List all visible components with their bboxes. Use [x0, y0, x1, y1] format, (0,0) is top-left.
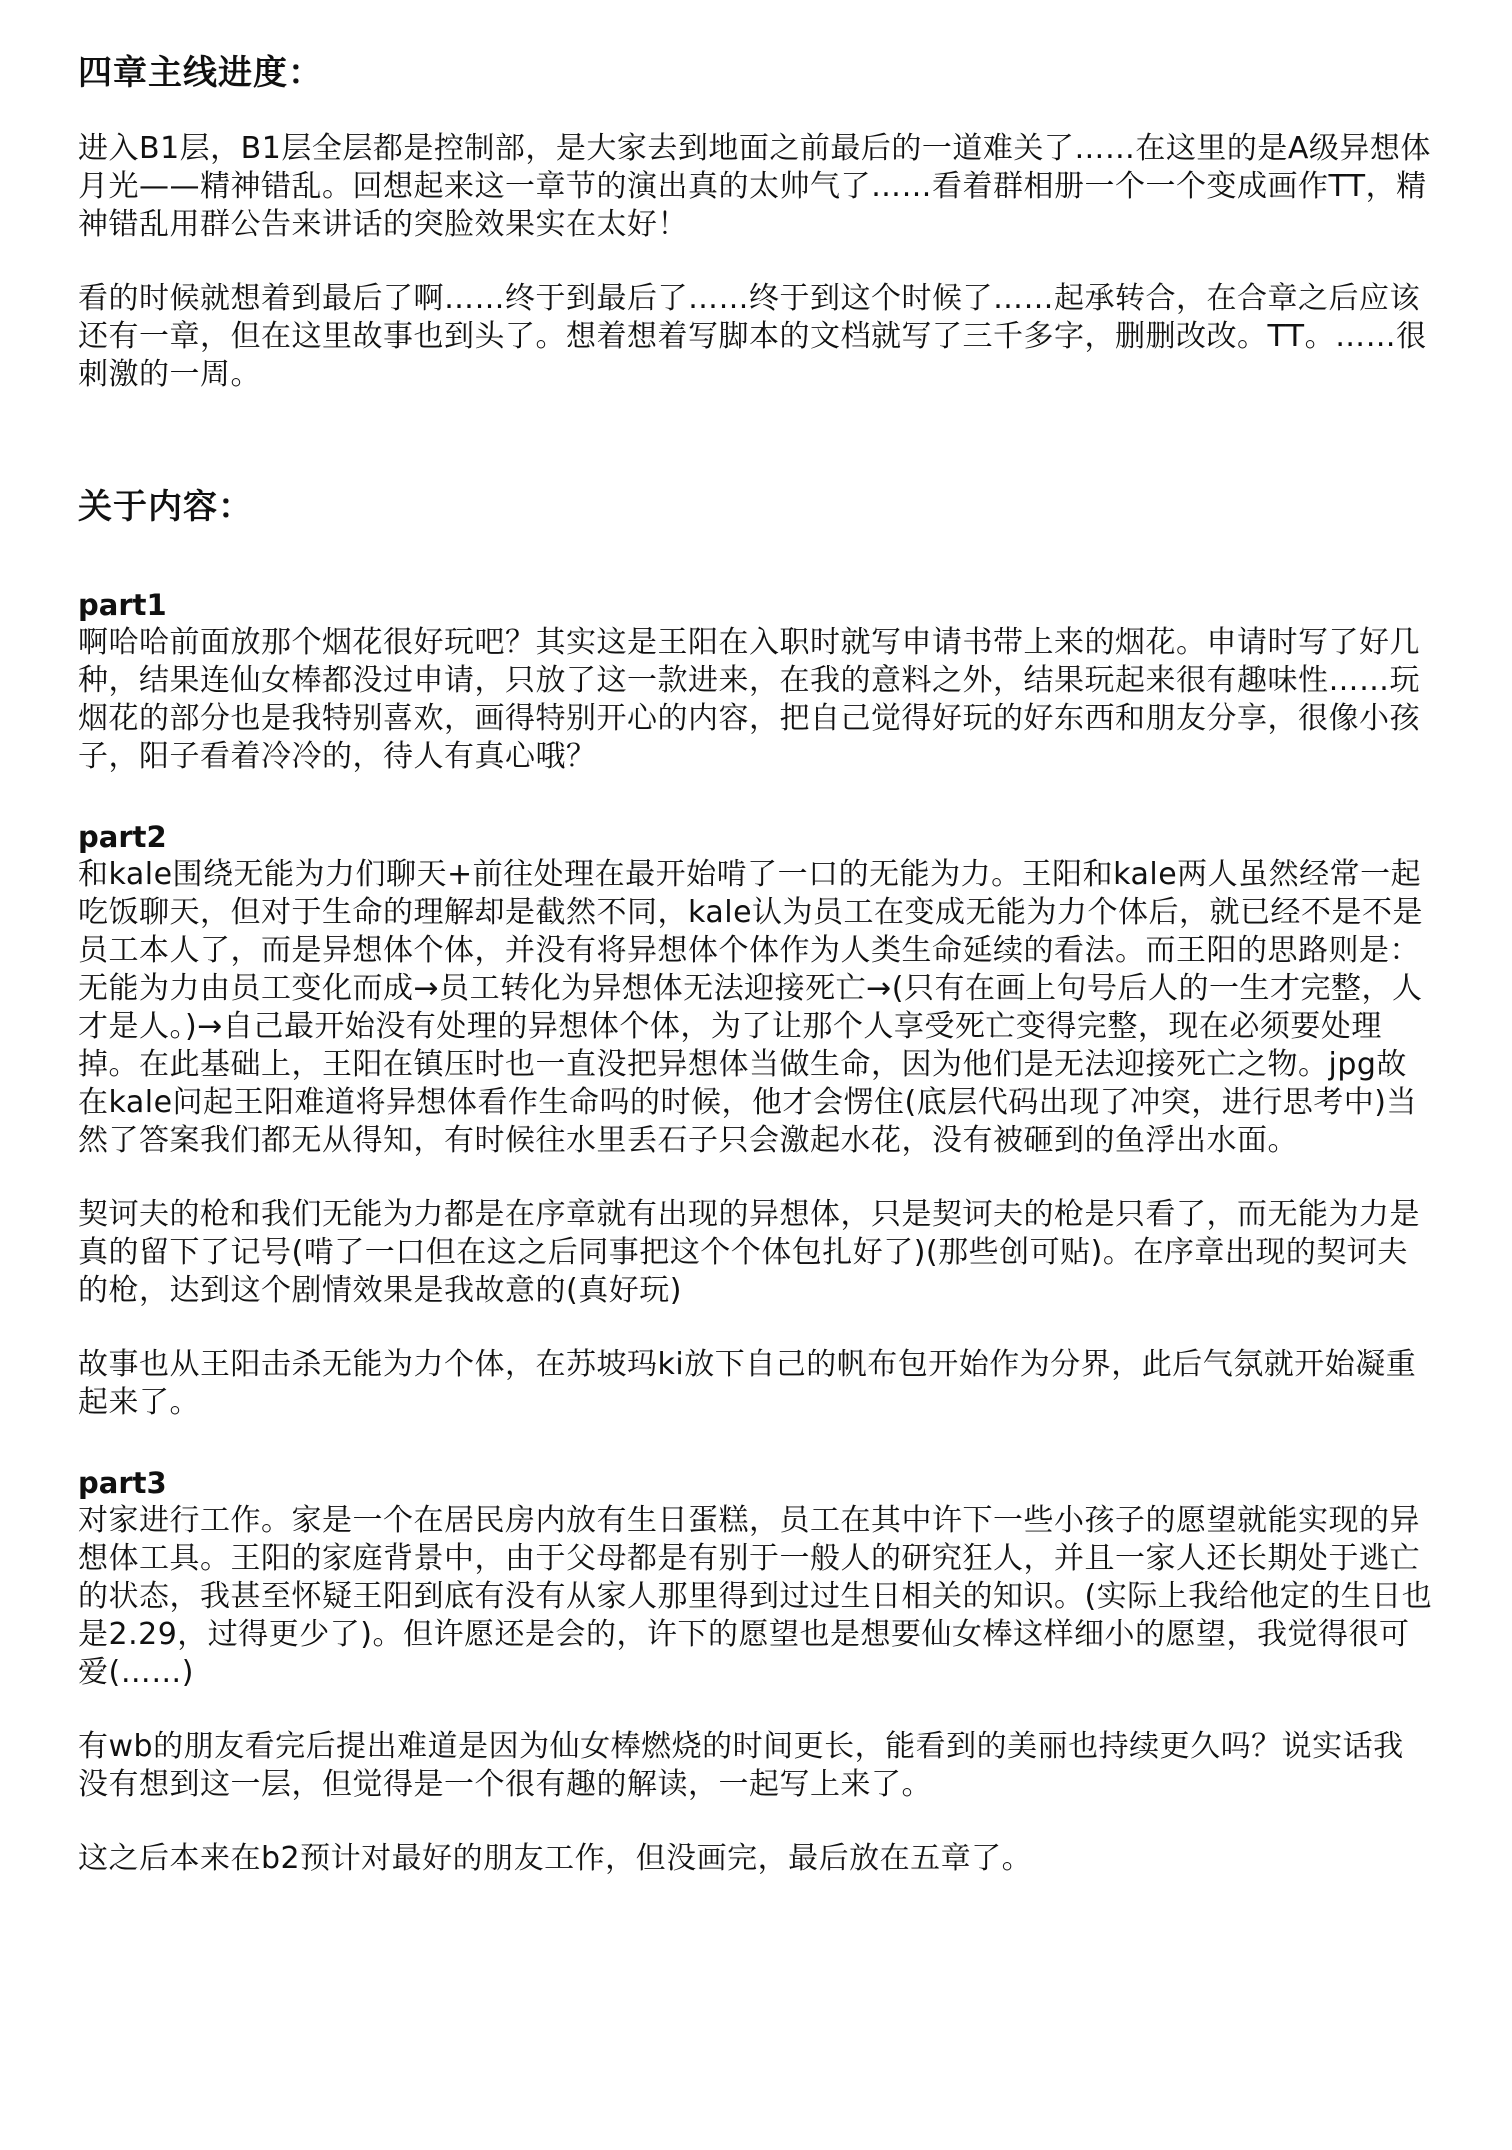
closing-paragraph: 这之后本来在b2预计对最好的朋友工作，但没画完，最后放在五章了。 — [78, 1841, 1033, 1876]
part1-label: part1 — [78, 588, 167, 622]
part2-paragraph-2: 契诃夫的枪和我们无能为力都是在序章就有出现的异想体，只是契诃夫的枪是只看了，而无能为力是真的留下了记号(啃了一口但在这之后同事把这个个体包扎好了)(那些创可贴)。在序章出现的契诃夫的枪，达到这个剧情效果是我故意的(真好玩) — [78, 1197, 1420, 1308]
part2-paragraph-3: 故事也从王阳击杀无能为力个体，在苏坡玛ki放下自己的帆布包开始作为分界，此后气氛就开始凝重起来了。 — [78, 1347, 1417, 1420]
progress-paragraph-1: 进入B1层，B1层全层都是控制部，是大家去到地面之前最后的一道难关了……在这里的是A级异想体月光——精神错乱。回想起来这一章节的演出真的太帅气了……看着群相册一个一个变成画作TT，精神错乱用群公告来讲话的突脸效果实在太好！ — [78, 131, 1431, 242]
part2-label: part2 — [78, 820, 167, 854]
part3-label: part3 — [78, 1466, 167, 1500]
part3-paragraph-1: 对家进行工作。家是一个在居民房内放有生日蛋糕，员工在其中许下一些小孩子的愿望就能实现的异想体工具。王阳的家庭背景中，由于父母都是有别于一般人的研究狂人，并且一家人还长期处于逃亡的状态，我甚至怀疑王阳到底有没有从家人那里得到过过生日相关的知识。(实际上我给他定的生日也是2.29，过得更少了)。但许愿还是会的，许下的愿望也是想要仙女棒这样细小的愿望，我觉得很可爱(……) — [78, 1503, 1433, 1690]
chapter-progress-heading: 四章主线进度： — [78, 53, 323, 93]
progress-paragraph-2: 看的时候就想着到最后了啊……终于到最后了……终于到这个时候了……起承转合，在合章之后应该还有一章，但在这里故事也到头了。想着想着写脚本的文档就写了三千多字，删删改改。TT。……很刺激的一周。 — [78, 281, 1427, 392]
part3-paragraph-2: 有wb的朋友看完后提出难道是因为仙女棒燃烧的时间更长，能看到的美丽也持续更久吗？说实话我没有想到这一层，但觉得是一个很有趣的解读，一起写上来了。 — [78, 1729, 1404, 1802]
part1-paragraph: 啊哈哈前面放那个烟花很好玩吧？其实这是王阳在入职时就写申请书带上来的烟花。申请时写了好几种，结果连仙女棒都没过申请，只放了这一款进来，在我的意料之外，结果玩起来很有趣味性……玩烟花的部分也是我特别喜欢，画得特别开心的内容，把自己觉得好玩的好东西和朋友分享，很像小孩子，阳子看着冷冷的，待人有真心哦？ — [78, 625, 1420, 774]
about-content-heading: 关于内容： — [78, 487, 253, 527]
part2-paragraph-1: 和kale围绕无能为力们聊天+前往处理在最开始啃了一口的无能为力。王阳和kale两人虽然经常一起吃饭聊天，但对于生命的理解却是截然不同，kale认为员工在变成无能为力个体后，就已经不是不是员工本人了，而是异想体个体，并没有将异想体个体作为人类生命延续的看法。而王阳的思路则是：无能为力由员工变化而成→员工转化为异想体无法迎接死亡→(只有在画上句号后人的一生才完整，人才是人。)→自己最开始没有处理的异想体个体，为了让那个人享受死亡变得完整，现在必须要处理掉。在此基础上，王阳在镇压时也一直没把异想体当做生命，因为他们是无法迎接死亡之物。jpg故在kale问起王阳难道将异想体看作生命吗的时候，他才会愣住(底层代码出现了冲突，进行思考中)当然了答案我们都无从得知，有时候往水里丢石子只会激起水花，没有被砸到的鱼浮出水面。 — [78, 857, 1424, 1158]
